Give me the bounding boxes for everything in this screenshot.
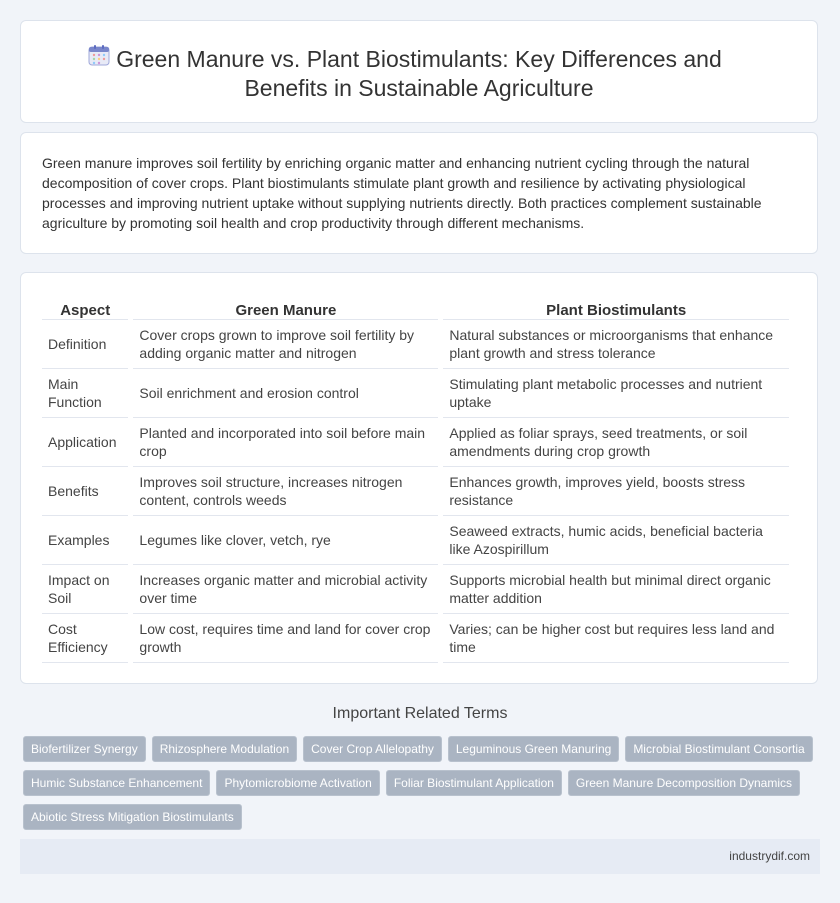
related-term-tag[interactable]: Leguminous Green Manuring xyxy=(448,736,619,762)
table-row xyxy=(42,369,789,418)
footer-site[interactable]: industrydif.com xyxy=(729,849,810,863)
cell-green-manure: Planted and incorporated into soil before main crop xyxy=(133,418,438,467)
related-term-tag[interactable]: Rhizosphere Modulation xyxy=(152,736,297,762)
cell-plant-biostimulants: Supports microbial health but minimal direct organic matter addition xyxy=(443,565,789,614)
table-row xyxy=(42,614,789,663)
related-term-tag[interactable]: Foliar Biostimulant Application xyxy=(386,770,562,796)
table-row xyxy=(42,467,789,516)
header-plant-biostimulants: Plant Biostimulants xyxy=(443,295,789,320)
cell-green-manure: Cover crops grown to improve soil fertility by adding organic matter and nitrogen xyxy=(133,320,438,369)
cell-plant-biostimulants: Varies; can be higher cost but requires less land and time xyxy=(443,614,789,663)
header-aspect: Aspect xyxy=(42,295,128,320)
page-title: Green Manure vs. Plant Biostimulants: Key Differences and Benefits in Sustainable Agriculture xyxy=(116,46,722,101)
comparison-table xyxy=(37,295,794,663)
related-term-tag[interactable]: Biofertilizer Synergy xyxy=(23,736,146,762)
intro-card xyxy=(20,132,818,254)
cell-aspect: Definition xyxy=(42,320,128,369)
intro-text: Green manure improves soil fertility by enriching organic matter and enhancing nutrient cycling through the natural decomposition of cover crops. Plant biostimulants stimulate plant growth and resilience by activating physiological processes and improving nutrient uptake without supplying nutrients directly. Both practices complement sustainable agriculture by promoting soil health and crop productivity through different mechanisms. xyxy=(42,155,762,231)
related-term-tag[interactable]: Humic Substance Enhancement xyxy=(23,770,210,796)
cell-aspect: Examples xyxy=(42,516,128,565)
related-terms-title: Important Related Terms xyxy=(332,705,508,722)
header-card xyxy=(20,20,818,123)
cell-aspect: Application xyxy=(42,418,128,467)
cell-plant-biostimulants: Natural substances or microorganisms that enhance plant growth and stress tolerance xyxy=(443,320,789,369)
table-header-row xyxy=(42,295,789,320)
related-term-tag[interactable]: Microbial Biostimulant Consortia xyxy=(625,736,812,762)
cell-green-manure: Improves soil structure, increases nitrogen content, controls weeds xyxy=(133,467,438,516)
footer xyxy=(20,839,820,874)
header-green-manure: Green Manure xyxy=(133,295,438,320)
table-row xyxy=(42,565,789,614)
table-row xyxy=(42,418,789,467)
comparison-card xyxy=(20,272,818,684)
cell-plant-biostimulants: Seaweed extracts, humic acids, beneficial bacteria like Azospirillum xyxy=(443,516,789,565)
related-terms-list xyxy=(23,736,823,838)
cell-aspect: Impact on Soil xyxy=(42,565,128,614)
related-term-tag[interactable]: Phytomicrobiome Activation xyxy=(216,770,379,796)
related-term-tag[interactable]: Cover Crop Allelopathy xyxy=(303,736,442,762)
cell-aspect: Cost Efficiency xyxy=(42,614,128,663)
cell-plant-biostimulants: Stimulating plant metabolic processes and nutrient uptake xyxy=(443,369,789,418)
cell-aspect: Benefits xyxy=(42,467,128,516)
cell-green-manure: Legumes like clover, vetch, rye xyxy=(133,516,438,565)
related-term-tag[interactable]: Green Manure Decomposition Dynamics xyxy=(568,770,800,796)
cell-plant-biostimulants: Applied as foliar sprays, seed treatments, or soil amendments during crop growth xyxy=(443,418,789,467)
cell-aspect: Main Function xyxy=(42,369,128,418)
cell-green-manure: Soil enrichment and erosion control xyxy=(133,369,438,418)
cell-green-manure: Increases organic matter and microbial activity over time xyxy=(133,565,438,614)
related-term-tag[interactable]: Abiotic Stress Mitigation Biostimulants xyxy=(23,804,242,830)
cell-green-manure: Low cost, requires time and land for cover crop growth xyxy=(133,614,438,663)
table-row xyxy=(42,320,789,369)
table-row xyxy=(42,516,789,565)
cell-plant-biostimulants: Enhances growth, improves yield, boosts stress resistance xyxy=(443,467,789,516)
